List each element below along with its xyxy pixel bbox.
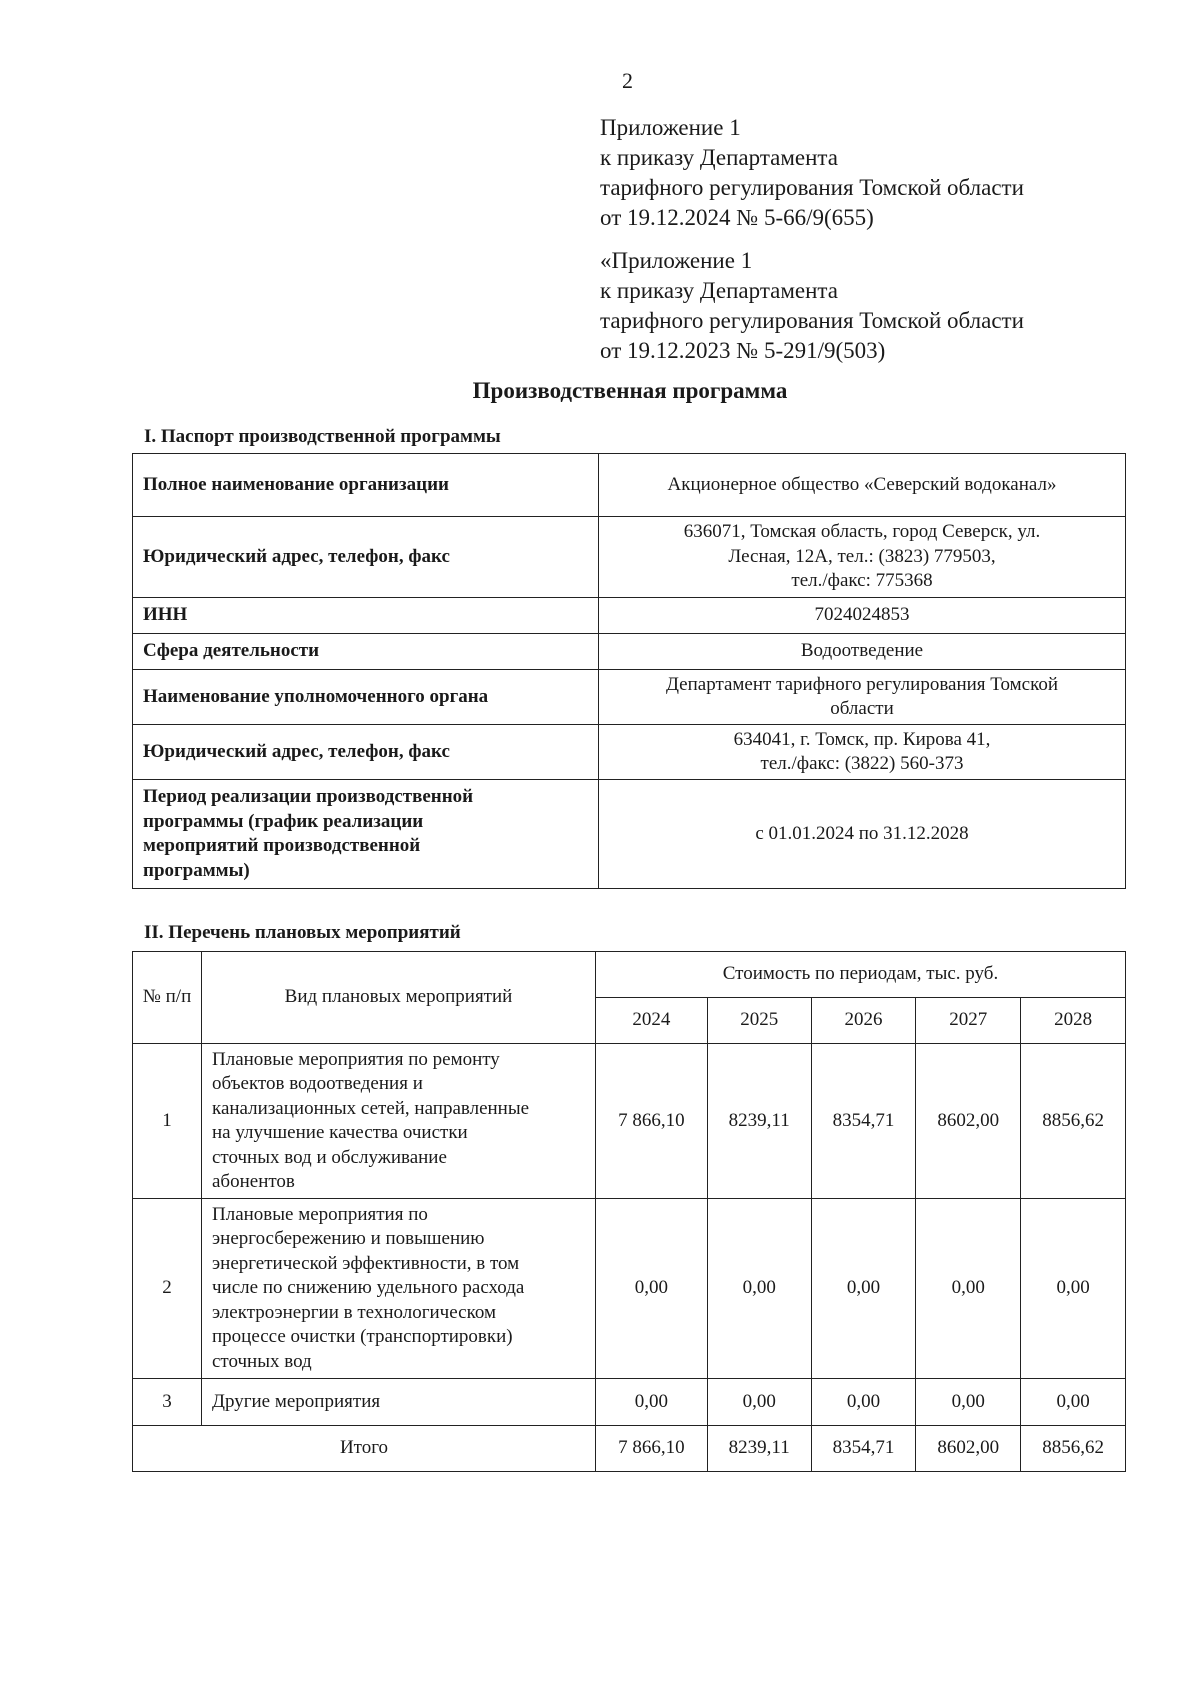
- passport-value: [599, 725, 1126, 780]
- table-row: [133, 634, 1126, 670]
- appendix-previous-block: [600, 246, 1024, 366]
- table-row: [133, 670, 1126, 725]
- desc-line: Плановые мероприятия по ремонту: [212, 1048, 500, 1070]
- appendix-line: тарифного регулирования Томской области: [600, 308, 1024, 333]
- header-cost-by-period: Стоимость по периодам, тыс. руб.: [596, 952, 1126, 998]
- table-row: [133, 517, 1126, 598]
- total-cell: 8239,11: [707, 1426, 811, 1472]
- cost-cell: 0,00: [811, 1199, 916, 1379]
- desc-line: на улучшение качества очистки: [212, 1122, 468, 1143]
- page-number: 2: [622, 68, 633, 93]
- appendix-line: от 19.12.2024 № 5-66/9(655): [600, 205, 874, 230]
- value-line: области: [830, 698, 894, 719]
- measures-table: [132, 951, 1126, 1472]
- passport-label: [133, 780, 599, 889]
- header-number: № п/п: [133, 952, 202, 1044]
- passport-value: Водоотведение: [599, 634, 1126, 670]
- header-year: 2028: [1021, 998, 1126, 1044]
- passport-label: Юридический адрес, телефон, факс: [133, 517, 599, 598]
- passport-label: Юридический адрес, телефон, факс: [133, 725, 599, 780]
- table-row: [133, 1379, 1126, 1426]
- table-header-row: [133, 952, 1126, 998]
- header-year: 2026: [811, 998, 916, 1044]
- passport-table: [132, 453, 1126, 889]
- row-number: 2: [133, 1199, 202, 1379]
- cost-cell: 8856,62: [1021, 1044, 1126, 1199]
- cost-cell: 0,00: [707, 1199, 811, 1379]
- passport-value: с 01.01.2024 по 31.12.2028: [599, 780, 1126, 889]
- passport-value: Акционерное общество «Северский водоканал»: [599, 454, 1126, 517]
- total-cell: 8602,00: [916, 1426, 1021, 1472]
- measure-description: Другие мероприятия: [202, 1379, 596, 1426]
- header-year: 2025: [707, 998, 811, 1044]
- table-row: [133, 1044, 1126, 1199]
- appendix-line: к приказу Департамента: [600, 145, 838, 170]
- desc-line: канализационных сетей, направленные: [212, 1097, 530, 1119]
- total-cell: 8354,71: [811, 1426, 916, 1472]
- value-line: 634041, г. Томск, пр. Кирова 41,: [733, 728, 991, 750]
- measure-description: [202, 1044, 596, 1199]
- cost-cell: 0,00: [1021, 1379, 1126, 1426]
- passport-label: Сфера деятельности: [133, 634, 599, 670]
- total-cell: 8856,62: [1021, 1426, 1126, 1472]
- cost-cell: 0,00: [596, 1379, 708, 1426]
- value-line: Департамент тарифного регулирования Томской: [665, 673, 1059, 695]
- cost-cell: 8602,00: [916, 1044, 1021, 1199]
- total-cell: 7 866,10: [596, 1426, 708, 1472]
- appendix-line: от 19.12.2023 № 5-291/9(503): [600, 338, 886, 363]
- value-line: тел./факс: 775368: [791, 570, 933, 592]
- appendix-line: «Приложение 1: [600, 248, 753, 273]
- cost-cell: 0,00: [1021, 1199, 1126, 1379]
- passport-label: ИНН: [133, 598, 599, 634]
- passport-label: Полное наименование организации: [133, 454, 599, 517]
- desc-line: числе по снижению удельного расхода: [212, 1277, 525, 1299]
- document-title: Производственная программа: [472, 378, 788, 403]
- passport-label: Наименование уполномоченного органа: [133, 670, 599, 725]
- desc-line: сточных вод и обслуживание: [212, 1146, 447, 1168]
- table-row: [133, 598, 1126, 634]
- value-line: тел./факс: (3822) 560-373: [760, 753, 964, 774]
- cost-cell: 8239,11: [707, 1044, 811, 1199]
- cost-cell: 7 866,10: [596, 1044, 708, 1199]
- cost-cell: 0,00: [916, 1199, 1021, 1379]
- passport-value: [599, 517, 1126, 598]
- measures-heading: II. Перечень плановых мероприятий: [144, 922, 461, 943]
- label-line: мероприятий производственной: [143, 835, 421, 856]
- table-row: [133, 725, 1126, 780]
- row-number: 1: [133, 1044, 202, 1199]
- header-measure-type: Вид плановых мероприятий: [202, 952, 596, 1044]
- header-year: 2027: [916, 998, 1021, 1044]
- cost-cell: 8354,71: [811, 1044, 916, 1199]
- appendix-line: тарифного регулирования Томской области: [600, 175, 1024, 200]
- table-row: [133, 454, 1126, 517]
- passport-heading: I. Паспорт производственной программы: [144, 426, 501, 447]
- passport-value: [599, 670, 1126, 725]
- table-row: [133, 1199, 1126, 1379]
- header-year: 2024: [596, 998, 708, 1044]
- table-row: [133, 780, 1126, 889]
- value-line: Лесная, 12А, тел.: (3823) 779503,: [728, 545, 996, 567]
- label-line: программы (график реализации: [143, 810, 424, 832]
- desc-line: Плановые мероприятия по: [212, 1203, 428, 1225]
- appendix-line: к приказу Департамента: [600, 278, 838, 303]
- row-number: 3: [133, 1379, 202, 1426]
- total-label: Итого: [133, 1426, 596, 1472]
- value-line: 636071, Томская область, город Северск, ул.: [683, 521, 1041, 543]
- desc-line: процессе очистки (транспортировки): [212, 1326, 513, 1348]
- cost-cell: 0,00: [916, 1379, 1021, 1426]
- label-line: программы): [143, 859, 250, 881]
- measure-description: [202, 1199, 596, 1379]
- cost-cell: 0,00: [707, 1379, 811, 1426]
- appendix-current-block: [600, 113, 1024, 233]
- desc-line: электроэнергии в технологическом: [212, 1301, 496, 1323]
- cost-cell: 0,00: [596, 1199, 708, 1379]
- desc-line: энергосбережению и повышению: [212, 1228, 485, 1250]
- label-line: Период реализации производственной: [143, 786, 474, 807]
- passport-value: 7024024853: [599, 598, 1126, 634]
- desc-line: энергетической эффективности, в том: [212, 1252, 520, 1274]
- appendix-line: Приложение 1: [600, 115, 741, 140]
- cost-cell: 0,00: [811, 1379, 916, 1426]
- desc-line: объектов водоотведения и: [212, 1073, 423, 1094]
- desc-line: абонентов: [212, 1171, 295, 1192]
- total-row: [133, 1426, 1126, 1472]
- desc-line: сточных вод: [212, 1350, 312, 1372]
